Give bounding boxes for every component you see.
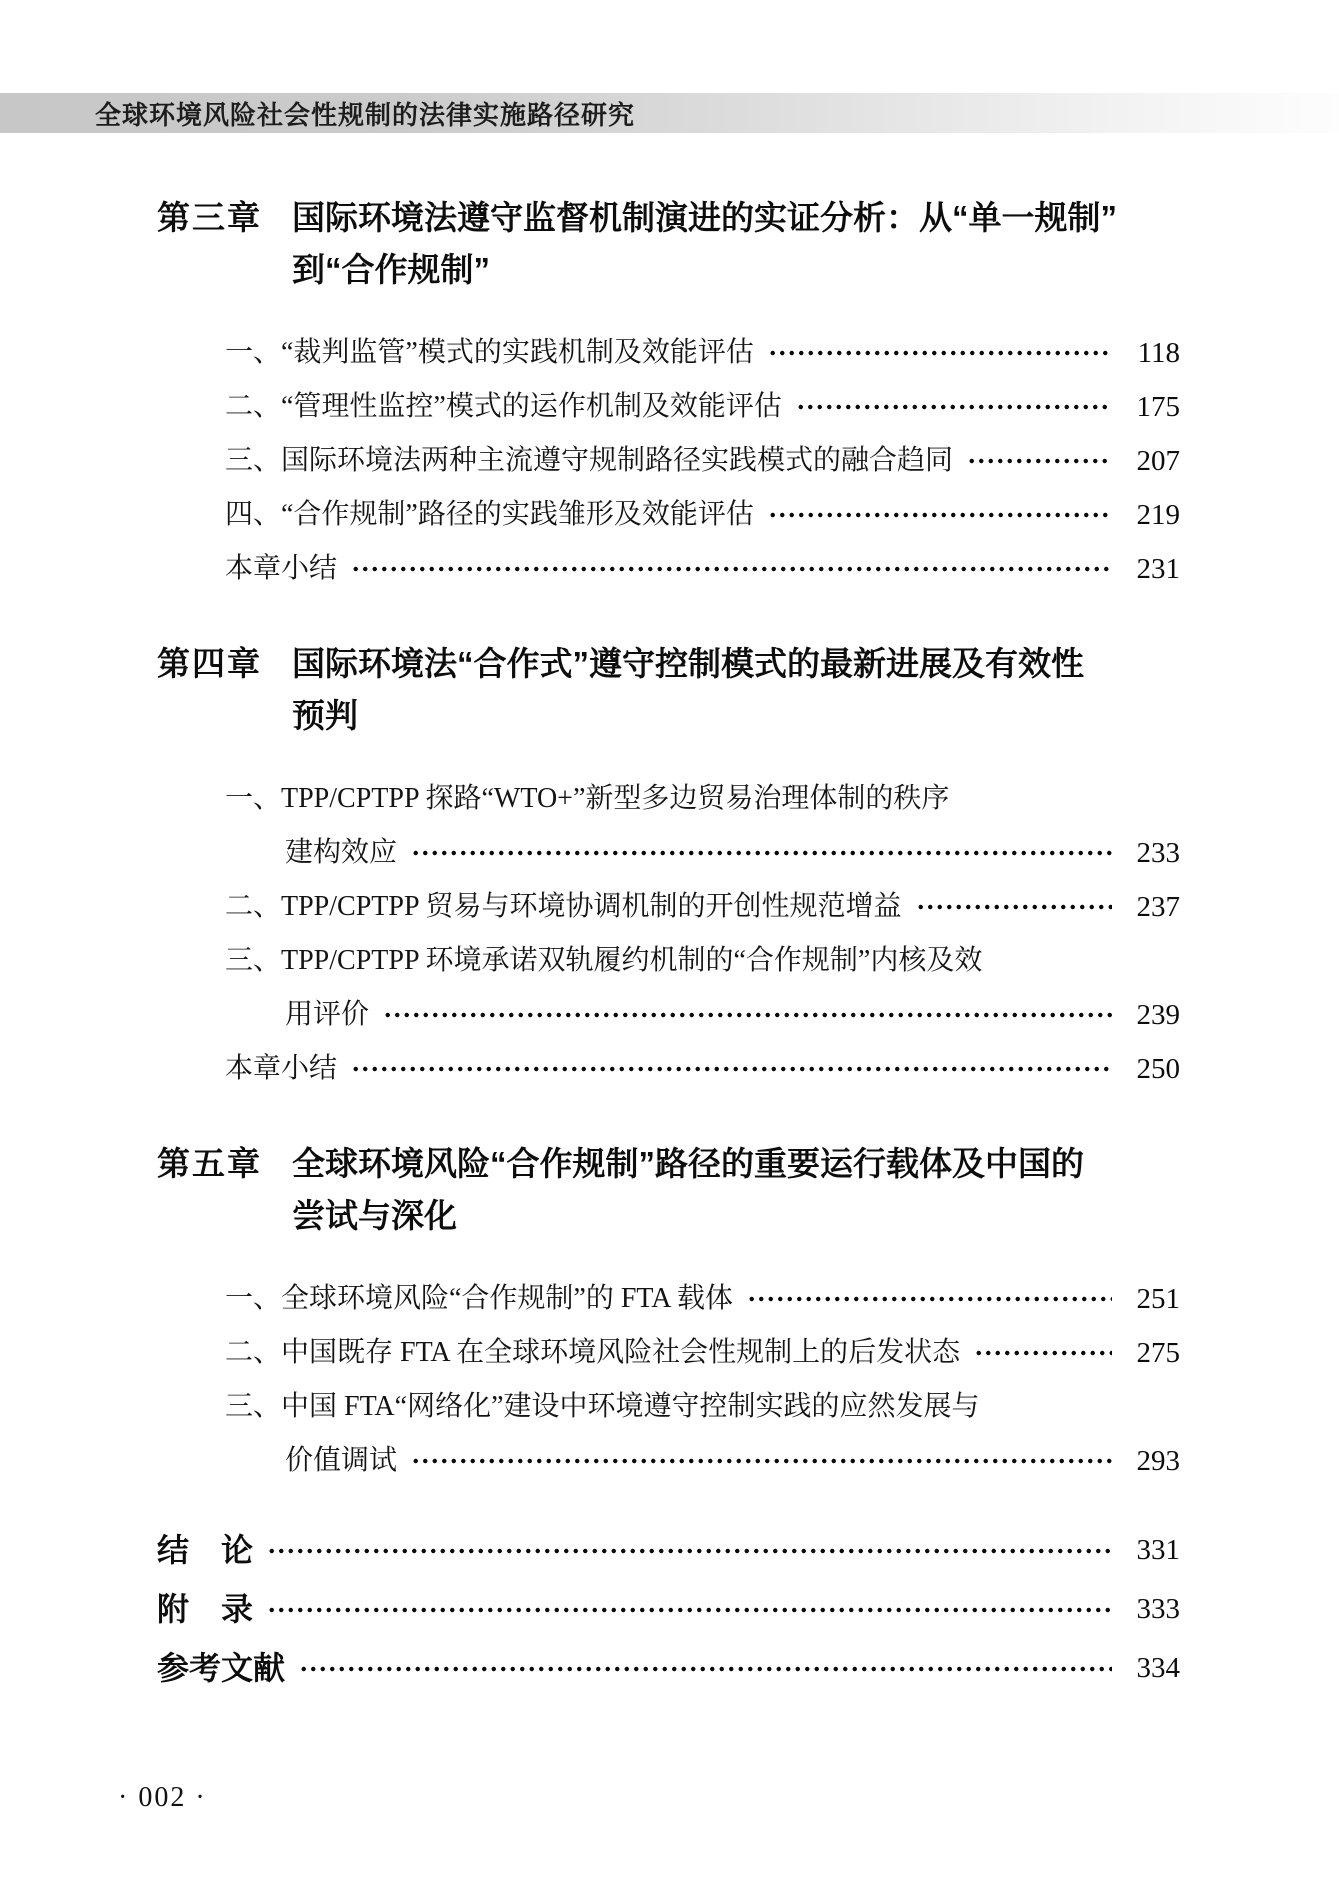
chapter-heading [157,1138,1180,1242]
toc-item-line1 [157,934,1180,988]
chapter-section-4 [157,638,1180,1096]
chapter-title [292,1138,1180,1242]
dot-leader [747,1272,1112,1326]
toc-item-text: 二、TPP/CPTPP 贸易与环境协调机制的开创性规范增益 [225,891,902,922]
dot-leader [383,988,1112,1042]
dot-leader [267,1580,1112,1639]
toc-item-text-continued: 建构效应 [285,837,398,868]
folio-page-number: · 002 · [118,1782,207,1813]
toc-item [157,1326,1180,1380]
back-matter [157,1521,1180,1698]
toc-page-number: 219 [1136,499,1180,531]
chapter-label: 第四章 [157,645,262,682]
chapter-title [292,192,1180,296]
toc-item-line2 [157,1434,1180,1488]
chapter-title-line2: 预判 [292,697,358,734]
dot-leader [916,880,1113,934]
toc-item-text-continued: 价值调试 [285,1445,398,1476]
chapter-items [157,326,1180,596]
toc-item-text: 本章小结 [225,553,338,584]
toc-item-text: 本章小结 [225,1053,338,1084]
back-matter-label: 参考文献 [157,1650,286,1686]
dot-leader [967,434,1112,488]
toc-page-number: 233 [1136,837,1180,869]
toc-item-text: 一、“裁判监管”模式的实践机制及效能评估 [225,337,754,368]
toc-item [157,488,1180,542]
toc-page-number: 251 [1136,1283,1180,1315]
toc-page-number: 118 [1137,337,1180,369]
toc-page-number: 293 [1136,1445,1180,1477]
dot-leader [411,1434,1112,1488]
toc-item [157,1042,1180,1096]
dot-leader [267,1521,1112,1580]
toc-item-line2 [157,988,1180,1042]
toc-item [157,542,1180,596]
dot-leader [351,542,1112,596]
chapter-label: 第五章 [157,1145,262,1182]
toc-page-number: 331 [1136,1534,1180,1566]
chapter-section-3 [157,192,1180,596]
toc-item-text: 一、TPP/CPTPP 探路“WTO+”新型多边贸易治理体制的秩序 [225,783,950,814]
back-matter-label: 结 论 [157,1532,254,1568]
toc-page-number: 333 [1136,1593,1180,1625]
toc-item [157,1272,1180,1326]
chapter-title-line2: 尝试与深化 [292,1197,457,1234]
chapter-heading [157,638,1180,742]
toc-item [157,380,1180,434]
toc-item [157,434,1180,488]
toc-item-line1 [157,1380,1180,1434]
toc-page-number: 250 [1136,1053,1180,1085]
back-matter-entry-conclusion [157,1521,1180,1580]
toc-page-number: 275 [1136,1337,1180,1369]
toc-item [157,326,1180,380]
toc-page-number: 334 [1136,1652,1180,1684]
dot-leader [411,826,1112,880]
dot-leader [299,1639,1112,1698]
chapter-title-line2: 到“合作规制” [292,251,490,288]
toc-item-text: 二、中国既存 FTA 在全球环境风险社会性规制上的后发状态 [225,1337,961,1368]
back-matter-entry-appendix [157,1580,1180,1639]
toc-item-text: 三、TPP/CPTPP 环境承诺双轨履约机制的“合作规制”内核及效 [225,945,983,976]
toc-item-text: 三、中国 FTA“网络化”建设中环境遵守控制实践的应然发展与 [225,1391,980,1422]
dot-leader [796,380,1112,434]
toc-item-text: 二、“管理性监控”模式的运作机制及效能评估 [225,391,782,422]
back-matter-entry-references [157,1639,1180,1698]
chapter-title [292,638,1180,742]
chapter-heading [157,192,1180,296]
toc-item-line2 [157,826,1180,880]
toc-item-text: 一、全球环境风险“合作规制”的 FTA 载体 [225,1283,733,1314]
dot-leader [768,326,1112,380]
dot-leader [768,488,1112,542]
dot-leader [974,1326,1112,1380]
toc-item-line1 [157,772,1180,826]
toc-page-number: 231 [1136,553,1180,585]
toc-page-number: 237 [1136,891,1180,923]
toc-item-text: 四、“合作规制”路径的实践雏形及效能评估 [225,499,754,530]
toc-item [157,880,1180,934]
toc-item-text-continued: 用评价 [285,999,370,1030]
toc-page-number: 239 [1136,999,1180,1031]
chapter-items [157,772,1180,1096]
toc-item-text: 三、国际环境法两种主流遵守规制路径实践模式的融合趋同 [225,445,954,476]
chapter-title-line1: 国际环境法“合作式”遵守控制模式的最新进展及有效性 [292,645,1084,682]
dot-leader [351,1042,1112,1096]
chapter-title-line1: 全球环境风险“合作规制”路径的重要运行载体及中国的 [292,1145,1084,1182]
chapter-items [157,1272,1180,1488]
chapter-section-5 [157,1138,1180,1488]
running-header-title: 全球环境风险社会性规制的法律实施路径研究 [95,99,636,130]
toc-page-number: 175 [1136,391,1180,423]
toc-page-number: 207 [1136,445,1180,477]
back-matter-label: 附 录 [157,1591,254,1627]
chapter-label: 第三章 [157,199,262,236]
chapter-title-line1: 国际环境法遵守监督机制演进的实证分析：从“单一规制” [292,199,1117,236]
